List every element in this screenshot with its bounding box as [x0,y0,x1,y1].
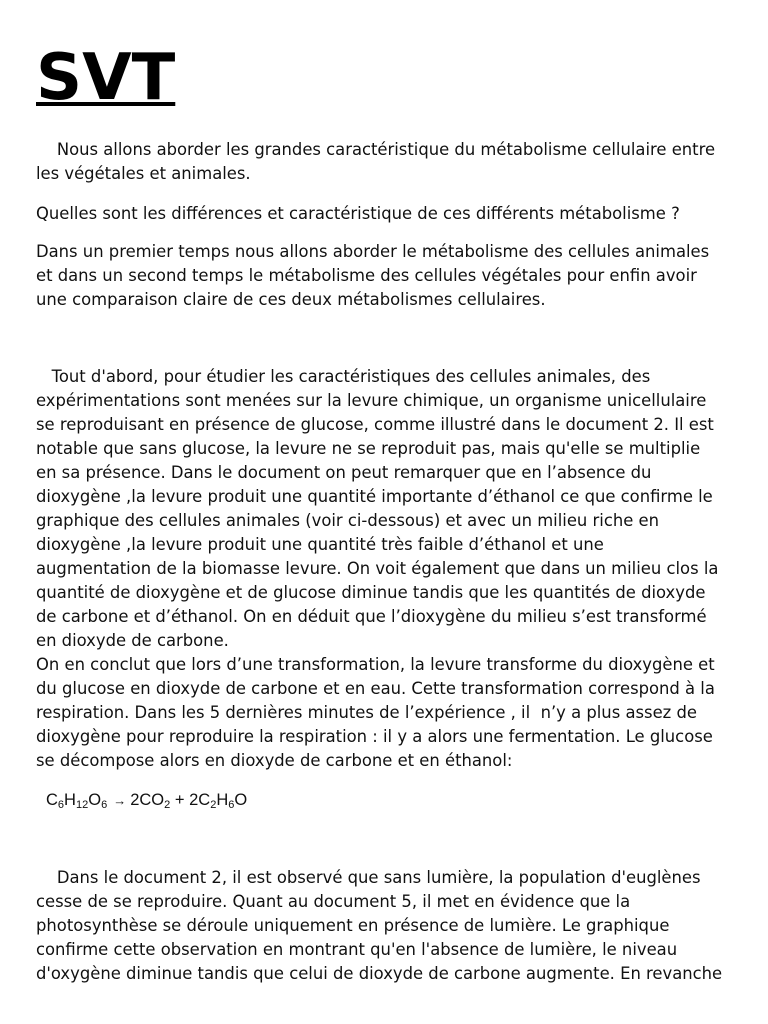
formula-symbol: O [88,791,102,809]
animal-cells-paragraph [36,365,736,773]
text-line: Quelles sont les différences et caractéristique de ces différents métabolisme ? [36,204,680,223]
formula-symbol: C [198,791,211,809]
text-line: dioxygène ,la levure produit une quantité très faible d’éthanol et une [36,535,604,554]
text-line: Dans le document 2, il est observé que sans lumière, la population d'euglènes [36,868,701,887]
text-line: quantité de dioxygène et de glucose diminue tandis que les quantités de dioxyde [36,583,706,602]
text-line: et dans un second temps le métabolisme des cellules végétales pour enfin avoir [36,266,697,285]
formula-coefficient: 2 [130,791,140,809]
text-line: confirme cette observation en montrant qu'en l'absence de lumière, le niveau [36,940,678,959]
text-line: du glucose en dioxyde de carbone et en eau. Cette transformation correspond à la [36,679,715,698]
formula-symbol: C [139,791,152,809]
text-line: les végétales et animales. [36,164,251,183]
text-line: respiration. Dans les 5 dernières minutes de l’expérience , il n’y a plus assez de [36,703,697,722]
text-line: de carbone et d’éthanol. On en déduit que l’dioxygène du milieu s’est transformé [36,607,707,626]
formula-symbol: O [151,791,165,809]
text-line: une comparaison claire de ces deux métabolismes cellulaires. [36,290,546,309]
formula-coefficient: 2 [189,791,199,809]
intro-paragraph [36,138,736,186]
text-line: Tout d'abord, pour étudier les caractéristiques des cellules animales, des [36,367,651,386]
formula-subscript: 6 [101,799,108,811]
text-line: Dans un premier temps nous allons aborder le métabolisme des cellules animales [36,242,710,261]
formula-plus: + [174,791,185,809]
formula-symbol: H [216,791,229,809]
chemical-equation [46,788,247,813]
plant-cells-paragraph [36,866,736,986]
text-line: se reproduisant en présence de glucose, comme illustré dans le document 2. Il est [36,415,714,434]
text-line: Nous allons aborder les grandes caractéristique du métabolisme cellulaire entre [36,140,716,159]
plan-paragraph [36,240,736,312]
question-paragraph [36,202,736,226]
text-line: dioxygène pour reproduire la respiration : il y a alors une fermentation. Le glucose [36,727,713,746]
text-line: expérimentations sont menées sur la levure chimique, un organisme unicellulaire [36,391,707,410]
reaction-arrow-icon: → [113,793,127,808]
formula-symbol: H [64,791,76,809]
text-line: en dioxyde de carbone. [36,631,229,650]
page-title: SVT [36,41,176,115]
text-line: graphique des cellules animales (voir ci-dessous) et avec un milieu riche en [36,511,659,530]
text-line: cesse de se reproduire. Quant au document 5, il met en évidence que la [36,892,631,911]
text-line: se décompose alors en dioxyde de carbone et en éthanol: [36,751,513,770]
text-line: On en conclut que lors d’une transformation, la levure transforme du dioxygène et [36,655,715,674]
formula-symbol: O [234,791,248,809]
formula-subscript: 12 [75,799,89,811]
formula-subscript: 6 [57,799,65,811]
formula-subscript: 2 [210,799,217,811]
formula-symbol: C [46,791,58,809]
text-line: dioxygène ,la levure produit une quantité importante d’éthanol ce que confirme le [36,487,713,506]
text-line: augmentation de la biomasse levure. On voit également que dans un milieu clos la [36,559,719,578]
text-line: photosynthèse se déroule uniquement en présence de lumière. Le graphique [36,916,670,935]
text-line: d'oxygène diminue tandis que celui de dioxyde de carbone augmente. En revanche [36,964,723,983]
text-line: en sa présence. Dans le document on peut remarquer que en l’absence du [36,463,652,482]
formula-subscript: 2 [164,799,171,811]
text-line: notable que sans glucose, la levure ne se reproduit pas, mais qu'elle se multiplie [36,439,701,458]
formula-subscript: 6 [228,799,235,811]
